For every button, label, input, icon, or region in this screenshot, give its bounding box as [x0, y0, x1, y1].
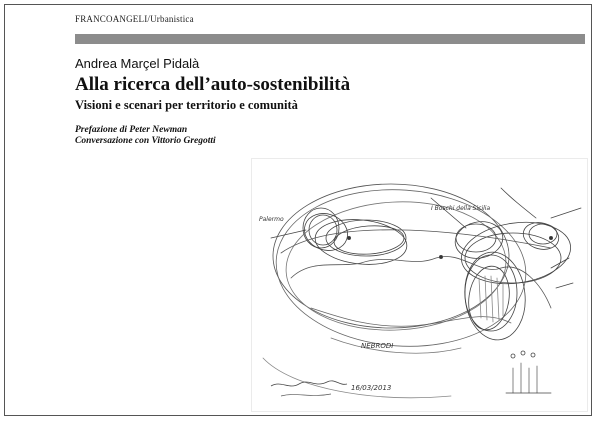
credits — [75, 125, 216, 147]
preface-credit: Prefazione di Peter Newman — [75, 125, 188, 135]
sketch-label-bottom: NEBRODI — [361, 342, 394, 350]
header-bar — [75, 34, 585, 44]
sketch-label-left: Palermo — [259, 216, 284, 223]
book-subtitle: Visioni e scenari per territorio e comunità — [75, 98, 298, 112]
sketch-drawing — [251, 158, 588, 412]
cover-sketch — [251, 158, 588, 412]
sketch-signature-date: 16/03/2013 — [351, 384, 392, 392]
author-name: Andrea Marçel Pidalà — [75, 56, 200, 71]
book-title: Alla ricerca dell’auto-sostenibilità — [75, 74, 351, 95]
sketch-label-top-right: I Boschi della Sicilia — [431, 205, 491, 212]
publisher-series: FRANCOANGELI/Urbanistica — [75, 14, 194, 24]
conversation-credit: Conversazione con Vittorio Gregotti — [75, 136, 216, 146]
signature-scribble-2 — [281, 394, 331, 396]
